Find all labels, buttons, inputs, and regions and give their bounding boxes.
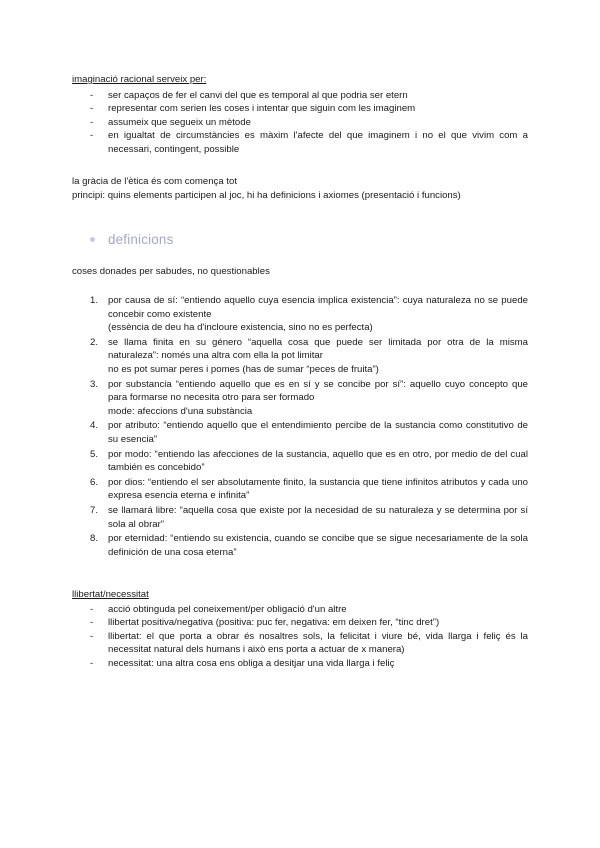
definition-item — [72, 378, 528, 419]
item-number: 7. — [90, 504, 99, 516]
list-item: - ser capaços de fer el canvi del que es temporal al que podria ser etern — [72, 89, 528, 103]
definition-item — [72, 476, 528, 503]
definition-text: por eternidad: “entiendo su existencia, cuando se concibe que se sigue necesariamente de la sola definición de una cosa eterna” — [108, 533, 528, 558]
section-imaginacio — [72, 73, 528, 157]
definition-item — [72, 532, 528, 559]
list-item: - representar com serien les coses i intentar que siguin com les imaginem — [72, 102, 528, 116]
definition-item — [72, 504, 528, 531]
definition-text: se llamará libre: “aquella cosa que existe por la necesidad de su naturaleza y se determina por sí sola al obrar” — [108, 504, 528, 530]
item-number: 3. — [90, 378, 99, 390]
paragraph: la gràcia de l'ètica és com comença tot — [72, 176, 238, 187]
definition-item — [72, 294, 528, 335]
list-item: - en igualtat de circumstàncies es màxim l'afecte del que imaginem i no el que vivim com a necessari, contingent, possible — [72, 129, 528, 156]
dash-list — [72, 89, 528, 157]
paragraph: coses donades per sabudes, no questionables — [72, 266, 270, 277]
section-heading: imaginació racional serveix per: — [72, 74, 207, 85]
definition-note: mode: afeccions d'una substància — [108, 405, 253, 417]
item-number: 5. — [90, 448, 99, 460]
definition-text: se llama finita en su género “aquella cosa que puede ser limitada por otra de la misma naturaleza”: només una altra com ella la pot limitar — [108, 336, 528, 362]
paragraph-block — [72, 175, 528, 202]
list-item: - necessitat: una altra cosa ens obliga a desitjar una vida llarga i feliç — [72, 657, 528, 671]
section-heading: llibertat/necessitat — [72, 589, 149, 600]
definition-note: no es pot sumar peres i pomes (has de sumar “peces de fruita”) — [108, 363, 379, 375]
paragraph: principi: quins elements participen al joc, hi ha definicions i axiomes (presentació i funcions) — [72, 189, 461, 201]
bullet-heading-text: definicions — [108, 232, 174, 247]
definition-item — [72, 336, 528, 377]
definitions-section — [72, 294, 528, 560]
list-item: - acció obtinguda pel coneixement/per obligació d'un altre — [72, 603, 528, 617]
list-item: - llibertat: el que porta a obrar és nosaltres sols, la felicitat i viure bé, vida llarga i feliç és la necessitat natural dels humans i això ens porta a actuar de x manera) — [72, 630, 528, 657]
paragraph-block — [72, 265, 528, 279]
bullet-heading — [90, 233, 173, 247]
item-number: 6. — [90, 476, 99, 488]
item-number: 4. — [90, 420, 99, 432]
item-number: 8. — [90, 533, 99, 545]
definition-text: por substancia “entiendo aquello que es en sí y se concibe por sí”: aquello cuyo concepto que para formarse no necesita otro para ser formado — [108, 378, 528, 404]
definitions-list — [72, 294, 528, 559]
definition-text: por atributo: “entiendo aquello que el entendimiento percibe de la sustancia como constitutivo de su esencia” — [108, 420, 528, 445]
definition-text: por causa de sí: “entiendo aquello cuya esencia implica existencia”: cuya naturaleza no se puede concebir como existente — [108, 295, 528, 320]
section-llibertat — [72, 588, 528, 671]
definition-text: por modo: “entiendo las afecciones de la sustancia, aquello que es en otro, por medio de del cual también es concebido” — [108, 448, 528, 474]
definition-item — [72, 448, 528, 475]
list-item: - assumeix que segueix un mètode — [72, 116, 528, 130]
definition-text: por dios: “entiendo el ser absolutamente finito, la sustancia que tiene infinitos atributos y cada uno expresa esencia eterna e infinita” — [108, 476, 528, 502]
item-number: 2. — [90, 336, 99, 348]
item-number: 1. — [90, 295, 99, 306]
dash-list — [72, 603, 528, 671]
definition-note: (essència de deu ha d'incloure existencia, sino no es perfecta) — [108, 322, 373, 334]
bullet-dot-icon — [90, 237, 95, 242]
list-item: - llibertat positiva/negativa (positiva: puc fer, negativa: em deixen fer, “tinc dret”) — [72, 616, 528, 630]
definition-item — [72, 419, 528, 446]
